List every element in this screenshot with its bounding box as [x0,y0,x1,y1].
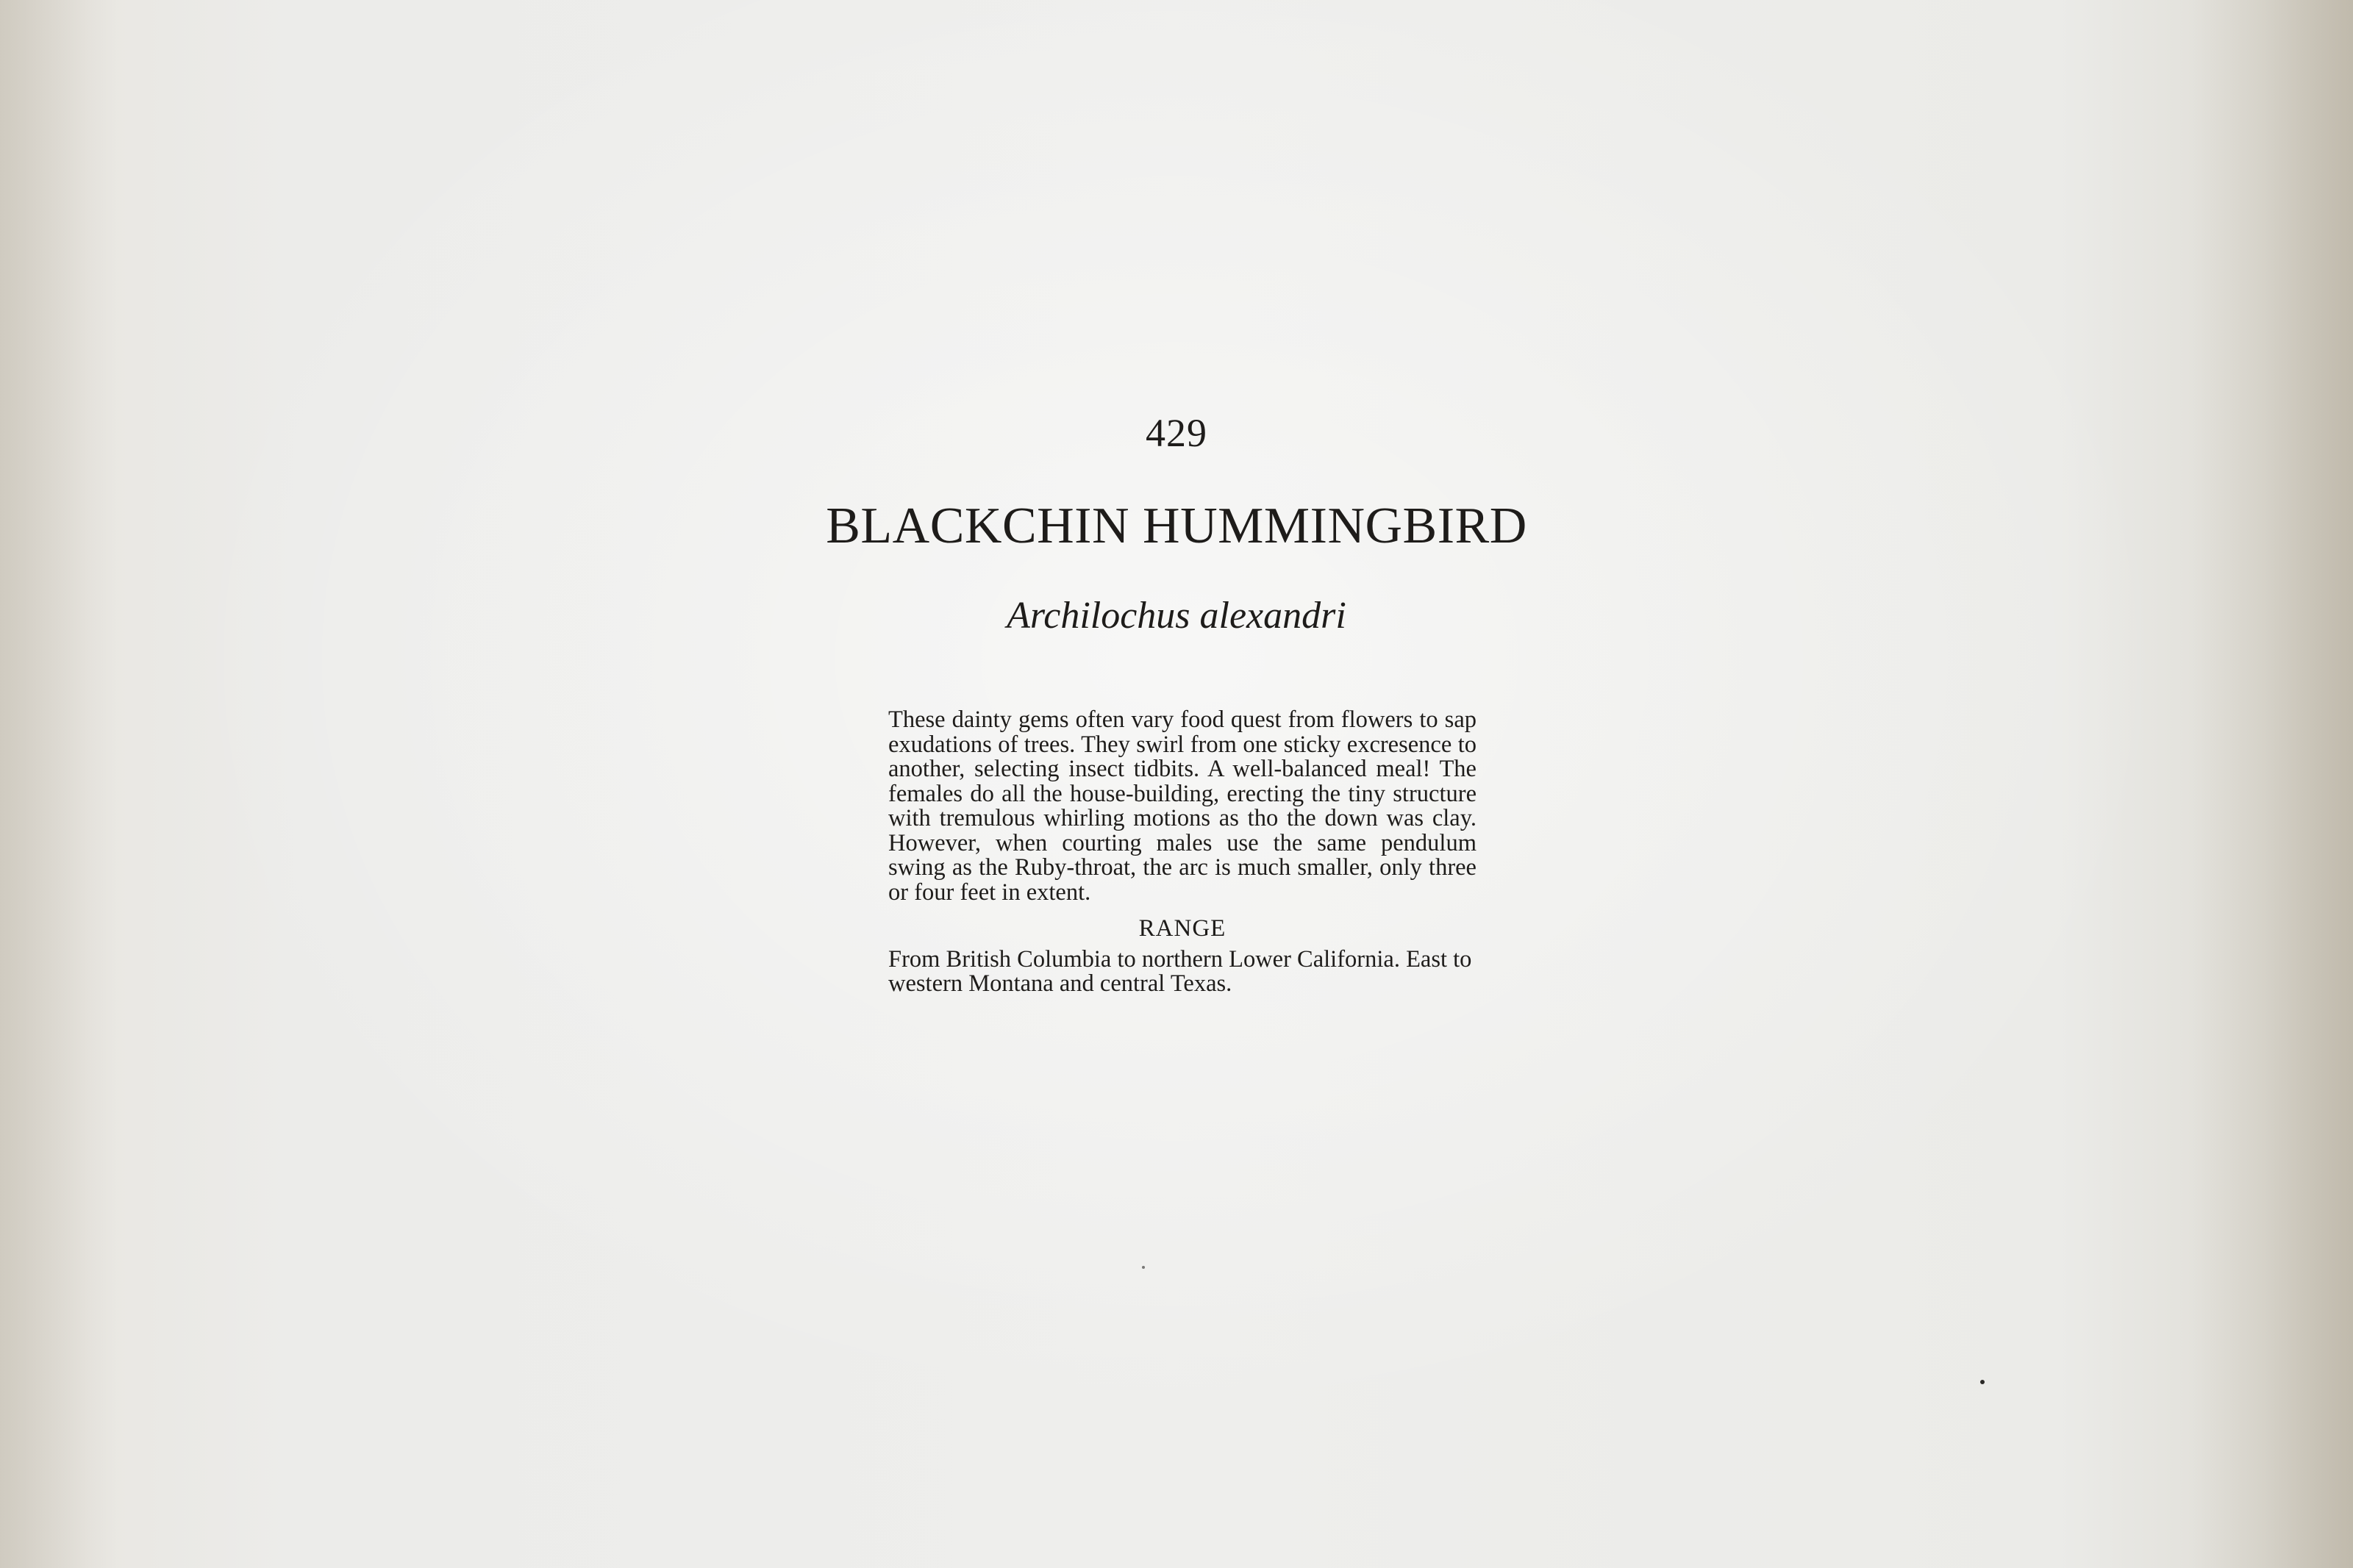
scientific-name: Archilochus alexandri [1007,595,1346,637]
paper-speck [1142,1266,1145,1269]
body-paragraph: These dainty gems often vary food quest from flowers to sap exudations of trees. They swirl from one sticky excresence to another, selecting insect tidbits. A well-balanced meal! The females do all the house-building, erecting the tiny structure with tremulous whirling motions as tho the down was clay. However, when courting males use the same pendulum swing as the Ruby-throat, the arc is much smaller, only three or four feet in extent. [888,706,1477,906]
page-edge-shadow [2191,0,2353,1568]
page-gutter-shadow [0,0,118,1568]
range-paragraph: From British Columbia to northern Lower California. East to western Montana and central Texas. [888,945,1472,997]
text-block [888,708,1477,997]
paper-speck [1980,1380,1985,1384]
page-title: BLACKCHIN HUMMINGBIRD [826,498,1527,554]
page-number: 429 [1146,411,1207,455]
range-heading: RANGE [1138,915,1227,942]
